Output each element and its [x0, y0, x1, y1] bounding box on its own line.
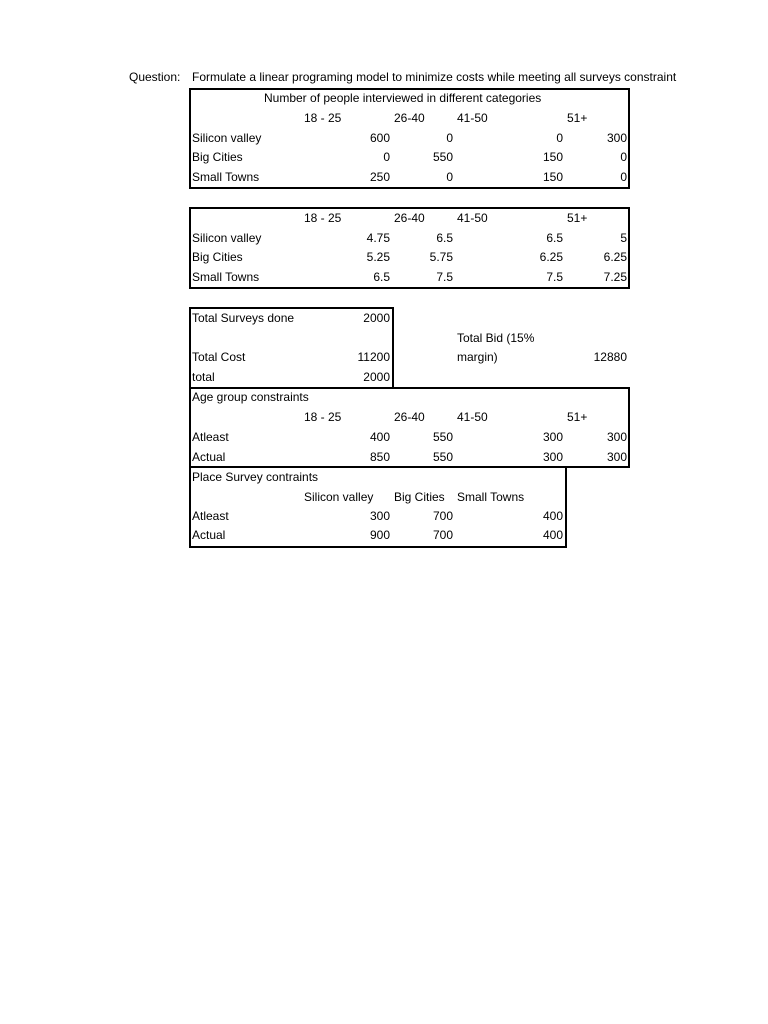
table-cell: 250 [369, 170, 390, 184]
col-header-51-plus: 51+ [567, 111, 588, 125]
total-value: 2000 [363, 370, 390, 384]
col-header-26-40: 26-40 [394, 111, 425, 125]
col-header-18-25: 18 - 25 [304, 211, 342, 225]
table-cell: 4.75 [366, 231, 390, 245]
interviews-title: Number of people interviewed in different categories [264, 91, 542, 105]
total-cost-value: 11200 [357, 350, 390, 364]
table-cell: 0 [446, 131, 453, 145]
table-cell: 300 [369, 509, 390, 523]
row-label: Small Towns [192, 170, 260, 184]
col-header-41-50: 41-50 [457, 111, 488, 125]
atleast-label: Atleast [192, 430, 229, 444]
table-cell: 900 [369, 528, 390, 542]
col-header-41-50: 41-50 [457, 211, 488, 225]
table-cell: 700 [432, 528, 453, 542]
table-cell: 400 [542, 528, 563, 542]
age-constraints-title: Age group constraints [192, 390, 309, 404]
table-cell: 5.75 [429, 250, 453, 264]
table-cell: 850 [369, 450, 390, 464]
total-bid-label-line1: Total Bid (15% [457, 331, 535, 345]
table-cell: 7.25 [603, 270, 627, 284]
table-cell: 0 [383, 150, 390, 164]
table-cell: 300 [606, 450, 627, 464]
col-header-18-25: 18 - 25 [304, 111, 342, 125]
table-cell: 300 [542, 430, 563, 444]
col-header-51-plus: 51+ [567, 211, 588, 225]
col-header-small-towns: Small Towns [457, 490, 525, 504]
row-label: Big Cities [192, 250, 243, 264]
table-cell: 6.5 [546, 231, 563, 245]
table-cell: 600 [369, 131, 390, 145]
col-header-18-25: 18 - 25 [304, 410, 342, 424]
row-label: Big Cities [192, 150, 243, 164]
table-cell: 300 [606, 131, 627, 145]
table-cell: 700 [432, 509, 453, 523]
atleast-label: Atleast [192, 509, 229, 523]
table-cell: 6.25 [539, 250, 563, 264]
table-cell: 550 [432, 430, 453, 444]
col-header-26-40: 26-40 [394, 410, 425, 424]
row-label: Silicon valley [192, 231, 262, 245]
table-cell: 0 [620, 150, 627, 164]
total-cost-label: Total Cost [192, 350, 246, 364]
table-cell: 550 [432, 450, 453, 464]
total-bid-label-line2: margin) [457, 350, 498, 364]
table-cell: 550 [432, 150, 453, 164]
row-label: Silicon valley [192, 131, 262, 145]
table-cell: 5.25 [366, 250, 390, 264]
table-cell: 150 [542, 150, 563, 164]
total-surveys-value: 2000 [363, 311, 390, 325]
table-cell: 300 [542, 450, 563, 464]
table-cell: 400 [542, 509, 563, 523]
table-cell: 0 [556, 131, 563, 145]
total-surveys-label: Total Surveys done [192, 311, 295, 325]
actual-label: Actual [192, 450, 226, 464]
table-cell: 300 [606, 430, 627, 444]
actual-label: Actual [192, 528, 226, 542]
place-constraints-title: Place Survey contraints [192, 470, 319, 484]
table-cell: 6.25 [603, 250, 627, 264]
question-text: Formulate a linear programing model to minimize costs while meeting all surveys constraint [192, 70, 677, 84]
table-cell: 6.5 [373, 270, 390, 284]
col-header-51-plus: 51+ [567, 410, 588, 424]
table-cell: 7.5 [436, 270, 453, 284]
table-cell: 7.5 [546, 270, 563, 284]
table-cell: 6.5 [436, 231, 453, 245]
col-header-big-cities: Big Cities [394, 490, 445, 504]
table-cell: 400 [369, 430, 390, 444]
col-header-silicon-valley: Silicon valley [304, 490, 374, 504]
table-cell: 5 [620, 231, 627, 245]
row-label: Small Towns [192, 270, 260, 284]
table-cell: 0 [446, 170, 453, 184]
question-label: Question: [129, 70, 181, 84]
table-cell: 0 [620, 170, 627, 184]
total-label: total [192, 370, 215, 384]
total-bid-value: 12880 [593, 350, 627, 364]
col-header-41-50: 41-50 [457, 410, 488, 424]
table-cell: 150 [542, 170, 563, 184]
col-header-26-40: 26-40 [394, 211, 425, 225]
